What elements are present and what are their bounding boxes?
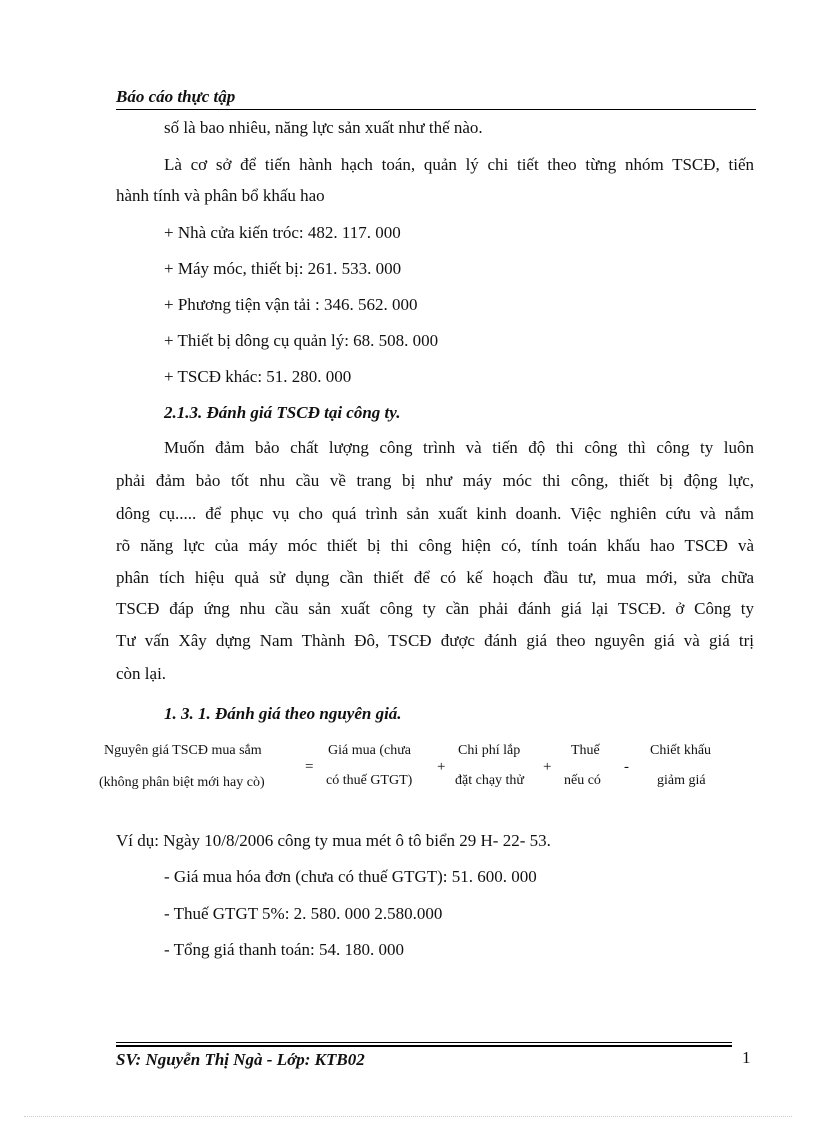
example-item: - Giá mua hóa đơn (chưa có thuế GTGT): 51. 600. 000 [164, 867, 537, 886]
footer-rule-bottom [116, 1045, 732, 1047]
formula-term1-line2: có thuế GTGT) [326, 773, 413, 788]
formula-plus-1: + [437, 759, 446, 775]
formula-term3-line1: Thuế [571, 743, 600, 758]
formula-equals: = [305, 759, 314, 775]
example-line: Ví dụ: Ngày 10/8/2006 công ty mua mét ô tô biển 29 H- 22- 53. [116, 831, 551, 850]
paragraph-line: Tư vấn Xây dựng Nam Thành Đô, TSCĐ được đánh giá theo nguyên giá và giá trị [116, 631, 754, 650]
page-header-title: Báo cáo thực tập [116, 86, 756, 110]
formula-term1-line1: Giá mua (chưa [328, 743, 411, 758]
formula-term2-line2: đặt chạy thử [455, 773, 525, 788]
intro-line: số là bao nhiêu, năng lực sản xuất như thế nào. [164, 118, 483, 137]
paragraph-line: rõ năng lực của máy móc thiết bị thi công hiện có, tính toán khấu hao TSCĐ và [116, 536, 754, 555]
paragraph-line: phải đảm bảo tốt nhu cầu về trang bị như máy móc thi công, thiết bị động lực, [116, 471, 754, 490]
formula-lhs-line1: Nguyên giá TSCĐ mua sắm [104, 743, 262, 758]
paragraph-line: TSCĐ đáp ứng nhu cầu sản xuất công ty cần phải đánh giá lại TSCĐ. ở Công ty [116, 599, 754, 618]
example-item: - Thuế GTGT 5%: 2. 580. 000 2.580.000 [164, 904, 443, 923]
asset-item: + Máy móc, thiết bị: 261. 533. 000 [164, 259, 402, 278]
section-heading: 2.1.3. Đánh giá TSCĐ tại công ty. [164, 403, 401, 422]
formula-term2-line1: Chi phí lắp [458, 743, 521, 758]
formula-plus-2: + [543, 759, 552, 775]
basis-line-1: Là cơ sở để tiến hành hạch toán, quản lý chi tiết theo từng nhóm TSCĐ, tiến [164, 155, 754, 174]
page-number: 1 [742, 1048, 751, 1067]
basis-line-2: hành tính và phân bổ khấu hao [116, 186, 325, 205]
footer-rule-top [116, 1042, 732, 1043]
paragraph-line: phân tích hiệu quả sử dụng cần thiết để có kế hoạch đầu tư, mua mới, sửa chữa [116, 568, 754, 587]
formula-term4-line1: Chiết khấu [650, 743, 712, 758]
asset-item: + Thiết bị dông cụ quản lý: 68. 508. 000 [164, 331, 439, 350]
paragraph-line: Muốn đảm bảo chất lượng công trình và tiến độ thi công thì công ty luôn [164, 438, 754, 457]
formula-minus: - [624, 759, 629, 775]
asset-item: + Phương tiện vận tải : 346. 562. 000 [164, 295, 418, 314]
formula-term3-line2: nếu có [564, 773, 601, 788]
paragraph-last-line: còn lại. [116, 664, 167, 683]
asset-item: + TSCĐ khác: 51. 280. 000 [164, 367, 352, 386]
footer-student: SV: Nguyễn Thị Ngà - Lớp: KTB02 [116, 1050, 365, 1069]
formula-term4-line2: giảm giá [657, 773, 706, 788]
example-item: - Tổng giá thanh toán: 54. 180. 000 [164, 940, 405, 959]
page-edge-divider [24, 1116, 792, 1117]
paragraph-line: dông cụ..... để phục vụ cho quá trình sản xuất kinh doanh. Việc nghiên cứu và nắm [116, 504, 754, 523]
formula-lhs-line2: (không phân biệt mới hay cò) [99, 775, 265, 790]
asset-item: + Nhà cửa kiến tróc: 482. 117. 000 [164, 223, 401, 242]
sub-heading: 1. 3. 1. Đánh giá theo nguyên giá. [164, 704, 402, 723]
